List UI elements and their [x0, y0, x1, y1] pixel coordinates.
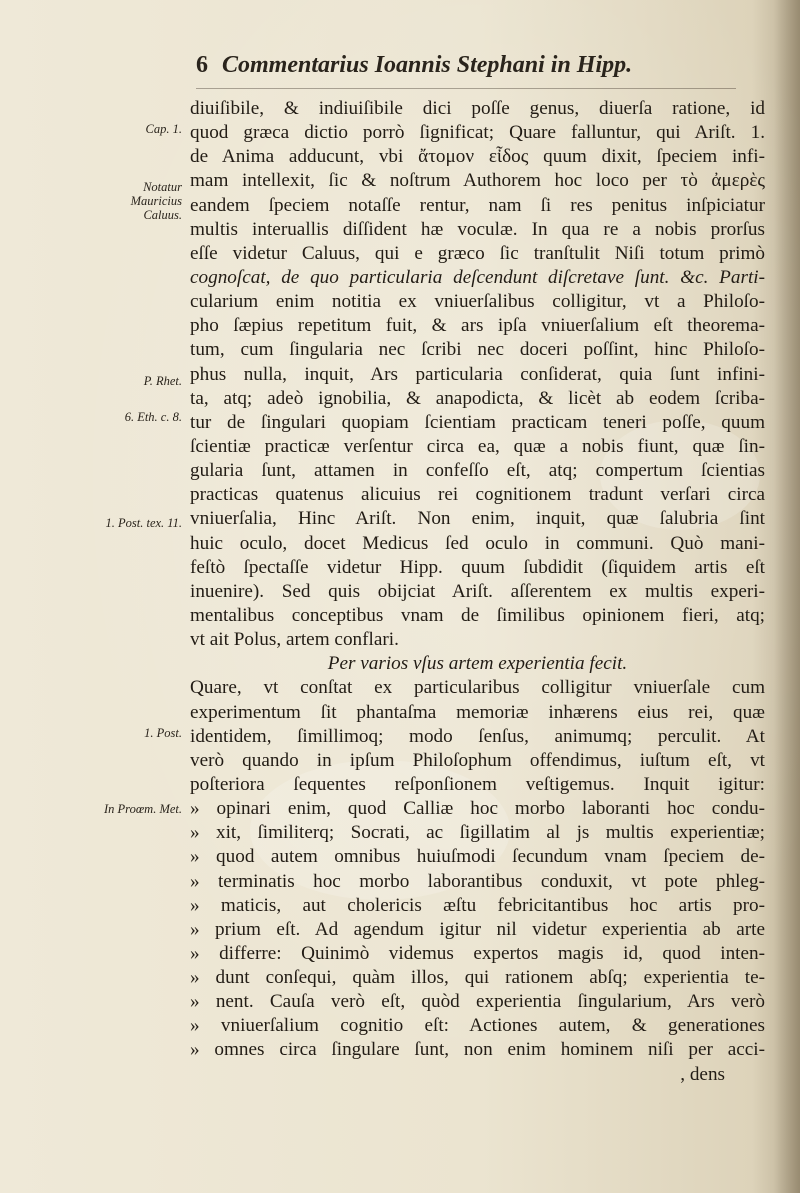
- quoted-line: » vniuerſalium cognitio eſt: Actiones autem, & generationes: [190, 1015, 765, 1037]
- text-line: cularium enim notitia ex vniuerſalibus colligitur, vt a Philoſo-: [190, 291, 765, 313]
- margin-note-posterior-2: 1. Post.: [144, 726, 182, 740]
- text-line: poſteriora ſequentes reſponſionem veſtigemus. Inquit igitur:: [190, 773, 765, 795]
- page-number: 6: [196, 52, 208, 78]
- page-gutter-shadow: [774, 0, 800, 1193]
- margin-note-rhetoric: P. Rhet.: [143, 374, 182, 388]
- quoted-line: » prium eſt. Ad agendum igitur nil videtur experientia ab arte: [190, 918, 765, 940]
- quoted-line: » maticis, aut cholericis æſtu febricitantibus hoc artis pro-: [190, 894, 765, 916]
- text-line: ſcientiæ practicæ verſentur circa ea, quæ a nobis fiunt, quæ ſin-: [190, 435, 765, 457]
- quoted-line: » nent. Cauſa verò eſt, quòd experientia ſingularium, Ars verò: [190, 991, 765, 1013]
- text-line: phus nulla, inquit, Ars particularia conſiderat, quia ſunt infini-: [190, 363, 765, 385]
- text-line: tur de ſingulari quopiam ſcientiam practicam teneri poſſe, quum: [190, 411, 765, 433]
- text-line: practicas quatenus alicuius rei cognitionem tradunt verſari circa: [190, 484, 765, 506]
- text-line: eſſe videtur Caluus, qui e græco ſic tranſtulit Niſi totum primò: [190, 242, 765, 264]
- body-text: [190, 97, 765, 1087]
- text-line: ta, atq; adeò ignobilia, & anapodicta, & licèt ab eodem ſcriba-: [190, 387, 765, 409]
- text-line: vt ait Polus, artem conflari.: [190, 629, 399, 651]
- text-line: gularia ſunt, attamen in confeſſo eſt, atq; compertum ſcientias: [190, 460, 765, 482]
- text-line: experimentum ſit phantaſma memoriæ inhærens eius rei, quæ: [190, 701, 765, 723]
- quoted-line: » xit, ſimiliterq; Socrati, ac ſigillatim al js multis experientiæ;: [190, 822, 765, 844]
- text-line: verò quando in ipſum Philoſophum offendimus, iuſtum eſt, vt: [190, 749, 765, 771]
- margin-note-posterior: 1. Post. tex. 11.: [105, 516, 182, 530]
- text-line: huic oculo, docet Medicus ſed oculo in communi. Quò mani-: [190, 532, 765, 554]
- quoted-line: » differre: Quinimò videmus expertos magis id, quod inten-: [190, 942, 765, 964]
- margin-note-chapter: Cap. 1.: [145, 122, 182, 136]
- header-rule: [196, 88, 736, 89]
- quoted-line: » quod autem omnibus huiuſmodi ſecundum vnam ſpeciem de-: [190, 846, 765, 868]
- text-line: vniuerſalia, Hinc Ariſt. Non enim, inquit, quæ ſalubria ſint: [190, 508, 765, 530]
- quoted-line: » dunt conſequi, quàm illos, qui rationem abſq; experientia te-: [190, 967, 765, 989]
- text-line: multis interuallis diſſident hæ voculæ. In qua re a nobis prorſus: [190, 218, 765, 240]
- catchword: , dens: [680, 1063, 725, 1085]
- text-line: eandem ſpeciem notaſſe rentur, nam ſi res penitus inſpiciatur: [190, 194, 765, 216]
- text-line: mentalibus conceptibus vnam de ſimilibus opinionem fieri, atq;: [190, 604, 765, 626]
- margin-note-metaphysics: In Proœm. Met.: [104, 802, 182, 816]
- quoted-line: » terminatis hoc morbo laborantibus conduxit, vt pote phleg-: [190, 870, 765, 892]
- text-line: feſtò ſpectaſſe videtur Hipp. quum ſubdidit (ſiquidem artis eſt: [190, 556, 765, 578]
- text-line: pho ſæpius repetitum fuit, & ars ipſa vniuerſalium eſt theorema-: [190, 315, 765, 337]
- text-line: quod græca dictio porrò ſignificat; Quare falluntur, qui Ariſt. 1.: [190, 122, 765, 144]
- text-line: mam intellexit, ſic & noſtrum Authorem hoc loco per τὸ ἀμερὲς: [190, 170, 765, 192]
- margin-note-ethics: 6. Eth. c. 8.: [124, 410, 182, 424]
- text-line: diuiſibile, & indiuiſibile dici poſſe genus, diuerſa ratione, id: [190, 98, 765, 119]
- quoted-line: » opinari enim, quod Calliæ hoc morbo laboranti hoc condu-: [190, 798, 765, 820]
- verse-quote: Per varios vſus artem experientia fecit.: [327, 653, 628, 675]
- text-line: inuenire). Sed quis obijciat Ariſt. aſſerentem ex multis experi-: [190, 580, 765, 602]
- text-line: de Anima adducunt, vbi ἄτομον εἶδος quum dixit, ſpeciem infi-: [190, 146, 765, 168]
- margin-note-caluus: Notatur Mauricius Caluus.: [130, 180, 182, 222]
- running-header: [196, 52, 736, 79]
- text-line: cognoſcat, de quo particularia deſcendunt diſcretave ſunt. &c. Parti-: [190, 266, 765, 288]
- running-title: Commentarius Ioannis Stephani in Hipp.: [222, 52, 633, 78]
- text-line: tum, cum ſingularia nec ſcribi nec doceri poſſint, hinc Philoſo-: [190, 339, 765, 361]
- quoted-line: » omnes circa ſingulare ſunt, non enim hominem niſi per acci-: [190, 1039, 765, 1061]
- text-line: identidem, ſimillimoq; modo ſenſus, animumq; perculit. At: [190, 725, 765, 747]
- text-line: Quare, vt conſtat ex particularibus colligitur vniuerſale cum: [190, 677, 765, 699]
